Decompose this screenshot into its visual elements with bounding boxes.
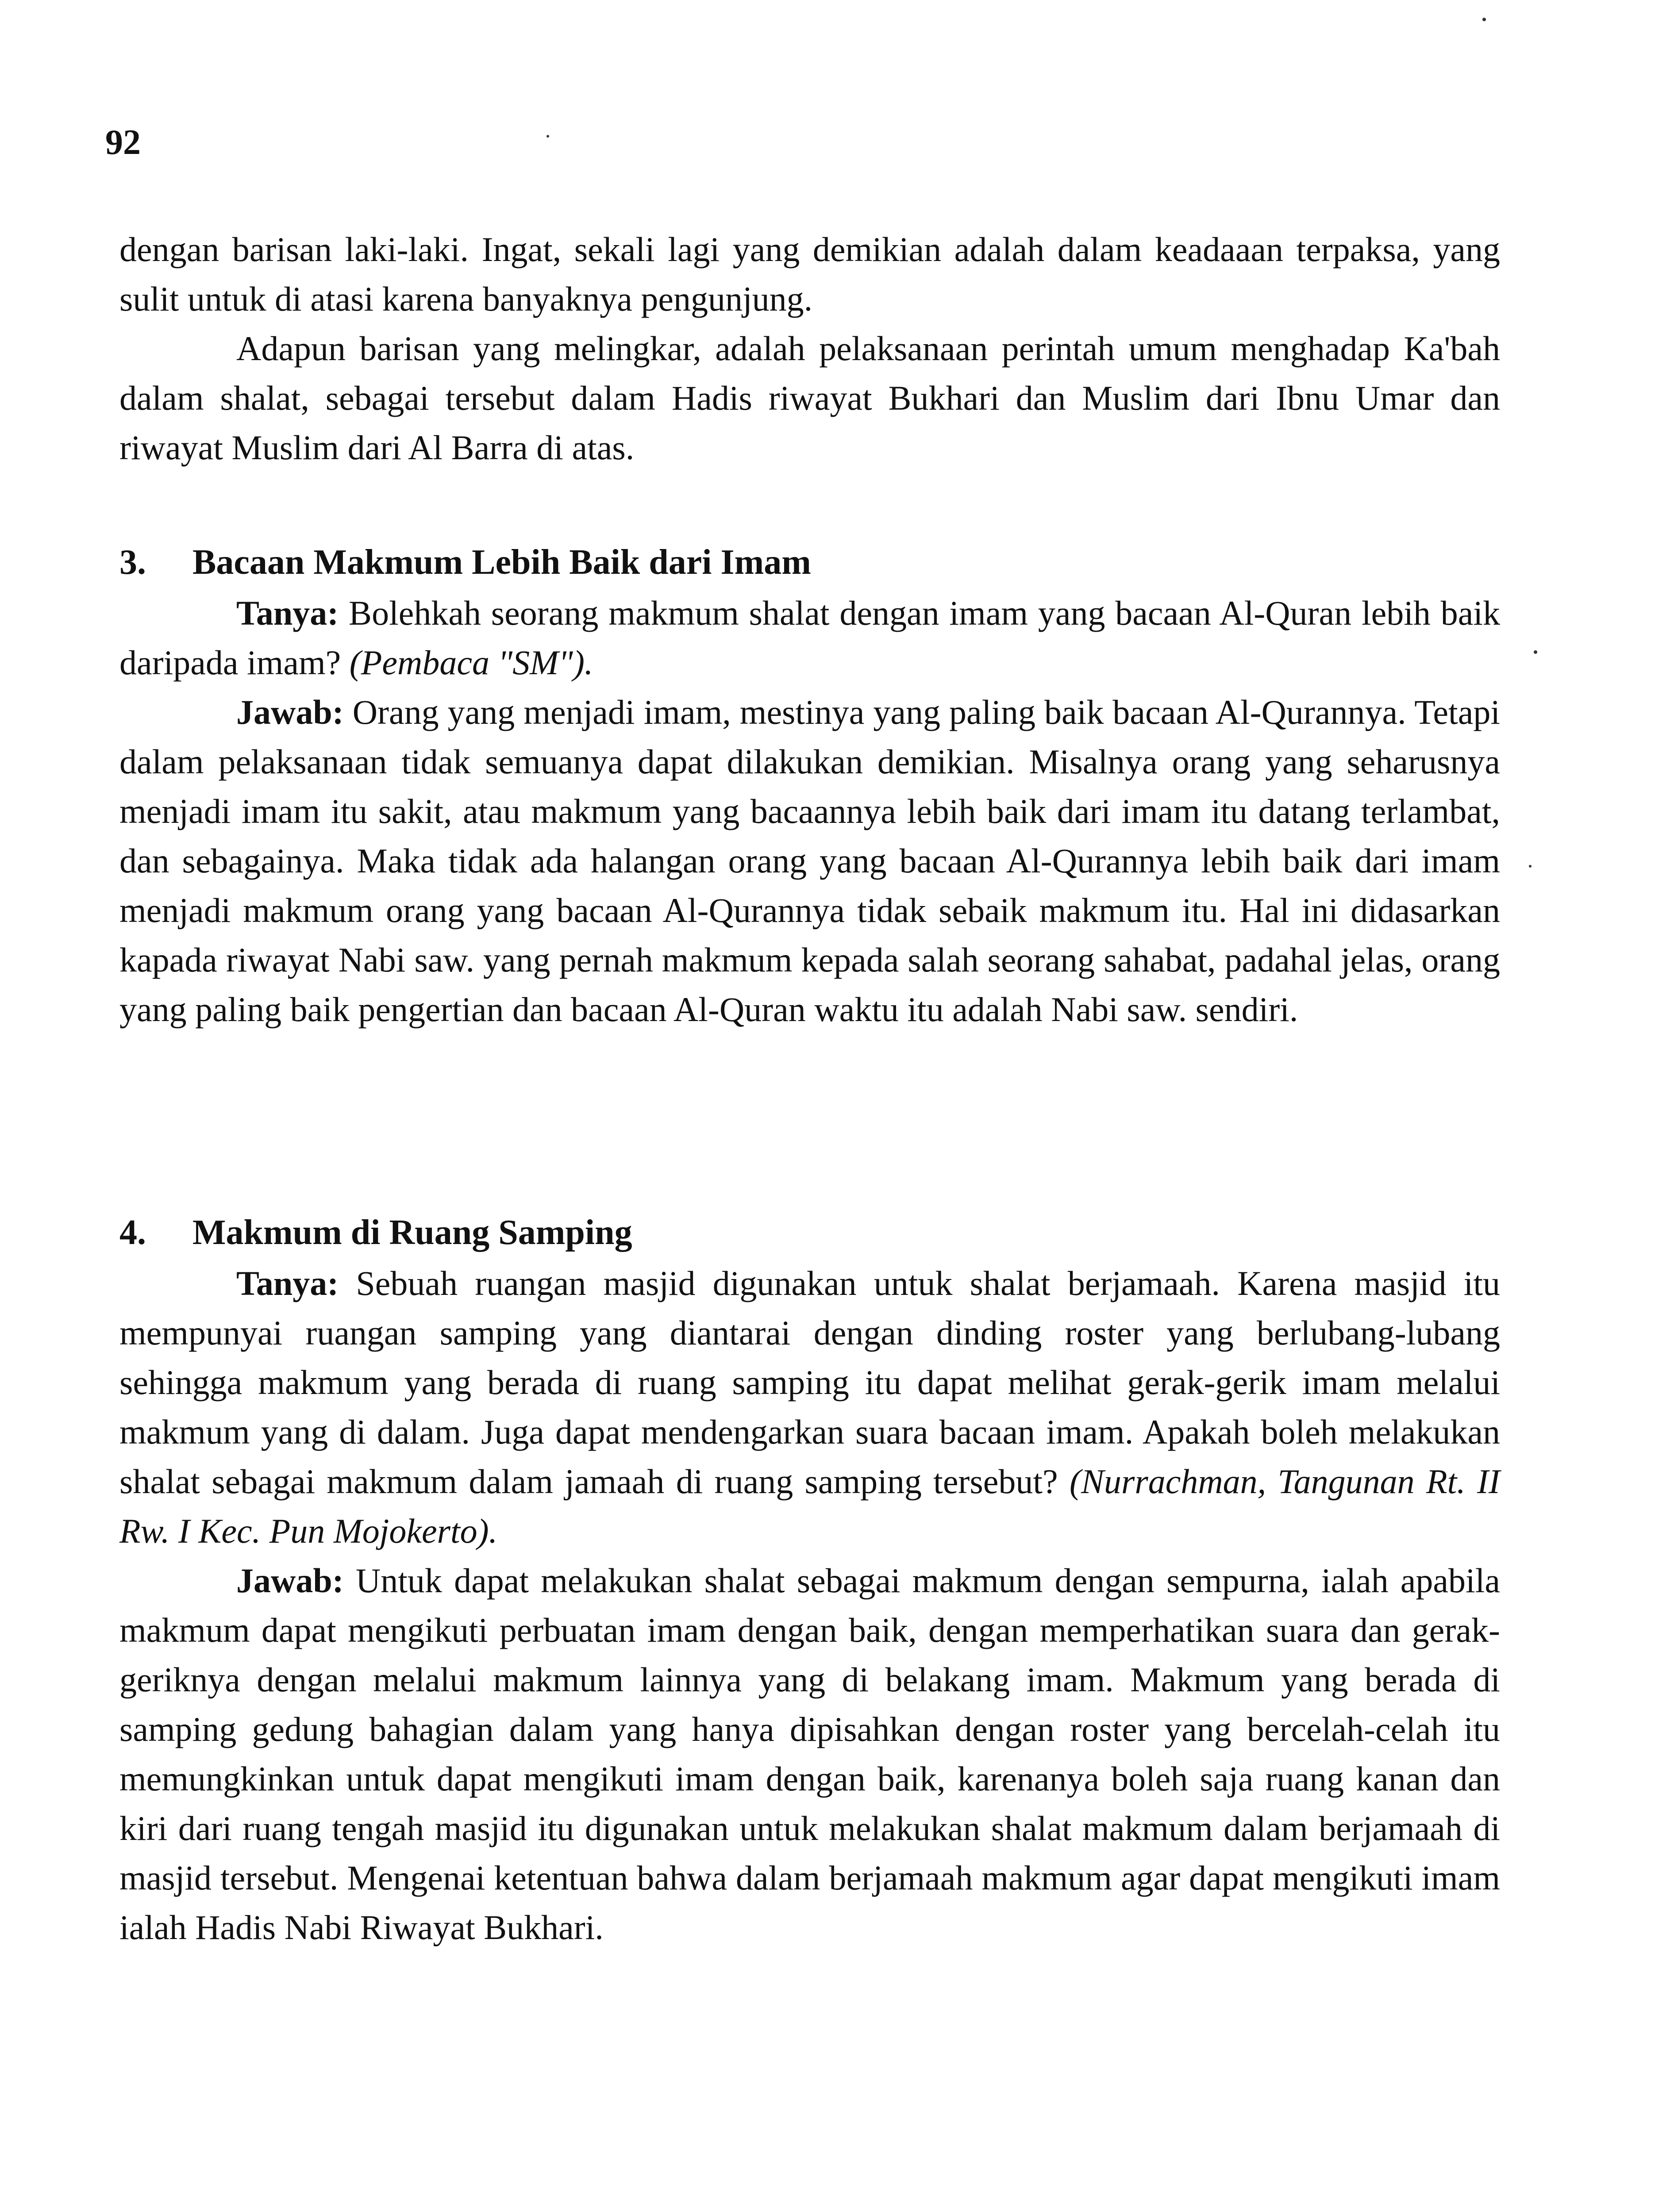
page-number: 92: [105, 123, 141, 162]
section-4-answer: [119, 1556, 1500, 1952]
section-3-answer: [119, 687, 1500, 1034]
scan-speck: [1529, 865, 1532, 868]
intro-text: [119, 225, 1500, 472]
intro-paragraph-1: dengan barisan laki-laki. Ingat, sekali lagi yang demikian adalah dalam keadaaan terpaksa, yang sulit untuk di atasi karena banyaknya pengunjung.: [119, 230, 1500, 318]
section-3-title: Bacaan Makmum Lebih Baik dari Imam: [192, 543, 811, 582]
section-4-heading: [119, 1208, 632, 1257]
question-text: Bolehkah seorang makmum shalat dengan imam yang bacaan Al-Quran lebih baik daripada imam?: [119, 594, 1500, 682]
question-label: Tanya:: [236, 1264, 339, 1302]
section-4-question: [119, 1259, 1500, 1556]
scan-speck: [1482, 18, 1486, 21]
question-text: Sebuah ruangan masjid digunakan untuk shalat berjamaah. Karena masjid itu mempunyai ruangan samping yang diantarai dengan dinding roster yang berlubang-lubang sehingga makmum yang berada di ruang samping itu dapat melihat gerak-gerik imam melalui makmum yang di dalam. Juga dapat mendengarkan suara bacaan imam. Apakah boleh melakukan shalat sebagai makmum dalam jamaah di ruang samping tersebut?: [119, 1264, 1500, 1501]
section-3-number: 3.: [119, 543, 146, 582]
section-4-body: [119, 1259, 1500, 1952]
question-label: Tanya:: [236, 594, 339, 632]
answer-label: Jawab:: [236, 1561, 344, 1600]
scan-speck: [546, 135, 549, 138]
answer-label: Jawab:: [236, 693, 344, 731]
scan-speck: [1534, 650, 1537, 654]
answer-text: Orang yang menjadi imam, mestinya yang paling baik bacaan Al-Qurannya. Tetapi dalam pelaksanaan tidak semuanya dapat dilakukan demikian. Misalnya orang yang seharusnya menjadi imam itu sakit, atau makmum yang bacaannya lebih baik dari imam itu datang terlambat, dan sebagainya. Maka tidak ada halangan orang yang bacaan Al-Qurannya lebih baik dari imam menjadi makmum orang yang bacaan Al-Qurannya tidak sebaik makmum itu. Hal ini didasarkan kapada riwayat Nabi saw. yang pernah makmum kepada salah seorang sahabat, padahal jelas, orang yang paling baik pengertian dan bacaan Al-Quran waktu itu adalah Nabi saw. sendiri.: [119, 693, 1500, 1029]
question-source: (Nurrachman, Tangunan Rt. II Rw. I Kec. Pun Mojokerto).: [119, 1462, 1500, 1550]
section-3-body: [119, 588, 1500, 1034]
intro-paragraph-2: Adapun barisan yang melingkar, adalah pelaksanaan perintah umum menghadap Ka'bah dalam shalat, sebagai tersebut dalam Hadis riwayat Bukhari dan Muslim dari Ibnu Umar dan riwayat Muslim dari Al Barra di atas.: [119, 329, 1500, 467]
question-source: (Pembaca "SM").: [349, 643, 593, 682]
section-3-question: [119, 588, 1500, 687]
section-4-number: 4.: [119, 1213, 146, 1252]
section-3-heading: [119, 538, 811, 587]
section-4-title: Makmum di Ruang Samping: [192, 1213, 632, 1252]
answer-text: Untuk dapat melakukan shalat sebagai makmum dengan sempurna, ialah apabila makmum dapat mengikuti perbuatan imam dengan baik, dengan memperhatikan suara dan gerak-geriknya dengan melalui makmum lainnya yang di belakang imam. Makmum yang berada di samping gedung bahagian dalam yang hanya dipisahkan dengan roster yang bercelah-celah itu memungkinkan untuk dapat mengikuti imam dengan baik, karenanya boleh saja ruang kanan dan kiri dari ruang tengah masjid itu digunakan untuk melakukan shalat makmum dalam berjamaah di masjid tersebut. Mengenai ketentuan bahwa dalam berjamaah makmum agar dapat mengikuti imam ialah Hadis Nabi Riwayat Bukhari.: [119, 1561, 1500, 1947]
